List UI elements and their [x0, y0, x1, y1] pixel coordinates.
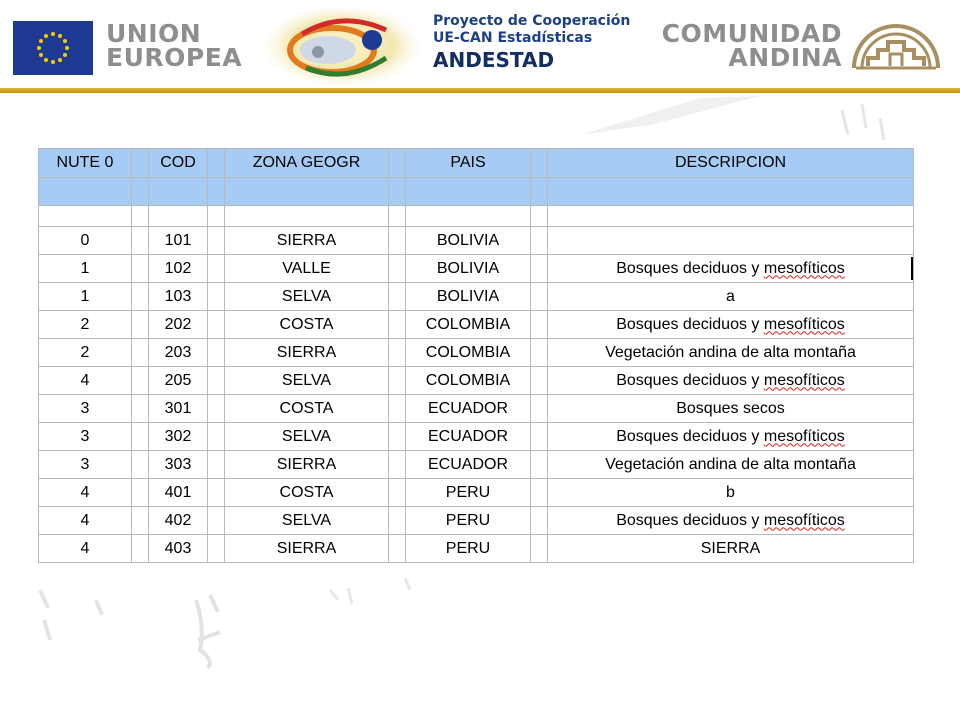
comunidad-andina-logo-text — [661, 19, 842, 72]
can-logo-line2: ANDINA — [728, 43, 842, 72]
table-cell — [531, 311, 548, 339]
table-cell — [208, 367, 225, 395]
table-cell — [208, 535, 225, 563]
table-cell: 301 — [149, 395, 208, 423]
description-cell: Bosques deciduos y mesofíticos — [548, 423, 914, 451]
eu-logo-line2: EUROPEA — [106, 43, 243, 72]
eu-logo-line1: UNION — [106, 19, 202, 48]
table-cell — [389, 451, 406, 479]
table-cell: 103 — [149, 283, 208, 311]
table-cell — [132, 283, 149, 311]
project-title-block — [433, 13, 630, 73]
table-cell — [132, 339, 149, 367]
table-cell: SIERRA — [225, 535, 389, 563]
table-cell: ECUADOR — [406, 395, 531, 423]
table-cell — [132, 206, 149, 227]
table-row — [39, 451, 914, 479]
table-cell — [132, 479, 149, 507]
table-cell: COSTA — [225, 311, 389, 339]
table-cell: PERU — [406, 535, 531, 563]
table-cell — [389, 423, 406, 451]
table-blue-empty-row — [39, 178, 914, 206]
spellcheck-flagged-word: mesofíticos — [763, 315, 845, 333]
table-cell — [149, 206, 208, 227]
table-cell: 3 — [39, 423, 132, 451]
table-row — [39, 311, 914, 339]
table-cell: BOLIVIA — [406, 255, 531, 283]
table-cell: COLOMBIA — [406, 367, 531, 395]
table-cell: 4 — [39, 535, 132, 563]
zonas-geograficas-table — [38, 148, 914, 563]
table-cell — [225, 178, 389, 206]
table-cell: 4 — [39, 367, 132, 395]
description-cell: b — [548, 479, 914, 507]
table-cell — [531, 451, 548, 479]
table-cell: 4 — [39, 479, 132, 507]
table-cell — [208, 227, 225, 255]
table-cell: ECUADOR — [406, 451, 531, 479]
comunidad-andina-emblem-icon — [850, 18, 942, 70]
table-cell: 203 — [149, 339, 208, 367]
spellcheck-flagged-word: mesofíticos — [763, 427, 845, 445]
col-header-spacer — [132, 149, 149, 178]
project-title-line2: UE-CAN Estadísticas — [433, 30, 593, 46]
table-cell — [132, 178, 149, 206]
table-cell: 303 — [149, 451, 208, 479]
table-cell — [132, 395, 149, 423]
table-row — [39, 535, 914, 563]
table-cell: PERU — [406, 479, 531, 507]
table-cell — [531, 535, 548, 563]
table-cell — [389, 395, 406, 423]
table-cell — [132, 227, 149, 255]
table-cell — [389, 255, 406, 283]
table-cell — [208, 339, 225, 367]
text-cursor-mark — [911, 257, 913, 280]
table-cell — [531, 367, 548, 395]
table-cell: BOLIVIA — [406, 283, 531, 311]
table-row — [39, 283, 914, 311]
table-cell: ECUADOR — [406, 423, 531, 451]
col-header-spacer — [389, 149, 406, 178]
table-row — [39, 507, 914, 535]
table-cell — [39, 206, 132, 227]
table-cell — [531, 206, 548, 227]
table-header-row — [39, 149, 914, 178]
table-cell — [548, 206, 914, 227]
spellcheck-flagged-word: mesofíticos — [763, 511, 845, 529]
table-cell — [389, 339, 406, 367]
table-cell — [389, 311, 406, 339]
table-cell — [531, 178, 548, 206]
table-cell — [132, 507, 149, 535]
table-cell: SELVA — [225, 367, 389, 395]
table-cell: SELVA — [225, 423, 389, 451]
table-cell — [39, 178, 132, 206]
eu-flag-icon — [13, 21, 93, 75]
table-row — [39, 479, 914, 507]
col-header-spacer — [531, 149, 548, 178]
table-cell: 302 — [149, 423, 208, 451]
table-cell — [132, 535, 149, 563]
table-cell — [531, 479, 548, 507]
table-cell: COSTA — [225, 395, 389, 423]
table-cell — [389, 535, 406, 563]
table-cell: COSTA — [225, 479, 389, 507]
table-cell: PERU — [406, 507, 531, 535]
table-cell — [531, 283, 548, 311]
table-cell — [389, 479, 406, 507]
table-cell — [208, 395, 225, 423]
table-cell: 1 — [39, 255, 132, 283]
table-cell — [531, 395, 548, 423]
table-cell: 101 — [149, 227, 208, 255]
table-cell — [406, 206, 531, 227]
table-cell — [208, 479, 225, 507]
table-cell — [225, 206, 389, 227]
table-cell — [208, 178, 225, 206]
table-cell: 403 — [149, 535, 208, 563]
col-header-spacer — [208, 149, 225, 178]
table-cell — [389, 227, 406, 255]
table-cell — [149, 178, 208, 206]
table-row — [39, 227, 914, 255]
description-cell: Vegetación andina de alta montaña — [548, 339, 914, 367]
description-cell: Bosques deciduos y mesofíticos — [548, 507, 914, 535]
description-cell: a — [548, 283, 914, 311]
table-cell — [208, 311, 225, 339]
table-cell — [208, 423, 225, 451]
project-title-line3: ANDESTAD — [433, 48, 555, 72]
table-cell — [531, 339, 548, 367]
table-cell: VALLE — [225, 255, 389, 283]
table-cell — [531, 423, 548, 451]
project-title-line1: Proyecto de Cooperación — [433, 13, 631, 29]
table-cell — [531, 507, 548, 535]
description-cell: Bosques deciduos y mesofíticos — [548, 255, 914, 283]
table-cell — [531, 227, 548, 255]
description-cell: Bosques deciduos y mesofíticos — [548, 311, 914, 339]
table-cell: 401 — [149, 479, 208, 507]
table-cell — [548, 178, 914, 206]
table-cell — [531, 255, 548, 283]
table-cell — [132, 367, 149, 395]
andestad-emblem-icon — [262, 4, 420, 86]
zonas-table-container — [38, 148, 914, 563]
table-cell — [389, 367, 406, 395]
table-cell: SIERRA — [225, 339, 389, 367]
table-cell: 3 — [39, 451, 132, 479]
table-cell: SELVA — [225, 507, 389, 535]
table-cell — [208, 206, 225, 227]
table-cell: 0 — [39, 227, 132, 255]
header-gold-rule — [0, 88, 960, 93]
union-europea-logo-text — [106, 19, 243, 72]
table-cell — [208, 507, 225, 535]
table-cell — [389, 283, 406, 311]
table-cell: BOLIVIA — [406, 227, 531, 255]
col-header-pais: PAIS — [406, 149, 531, 178]
spellcheck-flagged-word: mesofíticos — [763, 259, 845, 277]
table-cell — [389, 206, 406, 227]
table-cell: 102 — [149, 255, 208, 283]
table-cell — [208, 255, 225, 283]
spellcheck-flagged-word: mesofíticos — [763, 371, 845, 389]
table-cell: SIERRA — [225, 227, 389, 255]
description-cell: Bosques deciduos y mesofíticos — [548, 367, 914, 395]
table-row — [39, 423, 914, 451]
table-cell — [389, 507, 406, 535]
table-cell — [132, 255, 149, 283]
col-header-nute0: NUTE 0 — [39, 149, 132, 178]
table-cell — [208, 451, 225, 479]
table-row — [39, 255, 914, 283]
table-cell: COLOMBIA — [406, 339, 531, 367]
table-cell: SELVA — [225, 283, 389, 311]
table-cell: SIERRA — [225, 451, 389, 479]
table-cell — [132, 311, 149, 339]
table-cell: 2 — [39, 311, 132, 339]
table-cell — [132, 423, 149, 451]
table-cell: 205 — [149, 367, 208, 395]
table-cell: 2 — [39, 339, 132, 367]
description-cell: Bosques secos — [548, 395, 914, 423]
table-row — [39, 395, 914, 423]
table-cell — [389, 178, 406, 206]
table-cell: 3 — [39, 395, 132, 423]
table-cell: 402 — [149, 507, 208, 535]
description-cell — [548, 227, 914, 255]
table-cell — [406, 178, 531, 206]
header-banner — [0, 0, 960, 88]
col-header-cod: COD — [149, 149, 208, 178]
table-cell: 202 — [149, 311, 208, 339]
col-header-descripcion: DESCRIPCION — [548, 149, 914, 178]
table-blank-row — [39, 206, 914, 227]
description-cell: SIERRA — [548, 535, 914, 563]
col-header-zona-geogr: ZONA GEOGR — [225, 149, 389, 178]
table-cell: 4 — [39, 507, 132, 535]
can-logo-line1: COMUNIDAD — [661, 19, 842, 48]
table-cell: COLOMBIA — [406, 311, 531, 339]
table-cell: 1 — [39, 283, 132, 311]
description-cell: Vegetación andina de alta montaña — [548, 451, 914, 479]
table-cell — [208, 283, 225, 311]
table-row — [39, 339, 914, 367]
table-row — [39, 367, 914, 395]
table-cell — [132, 451, 149, 479]
